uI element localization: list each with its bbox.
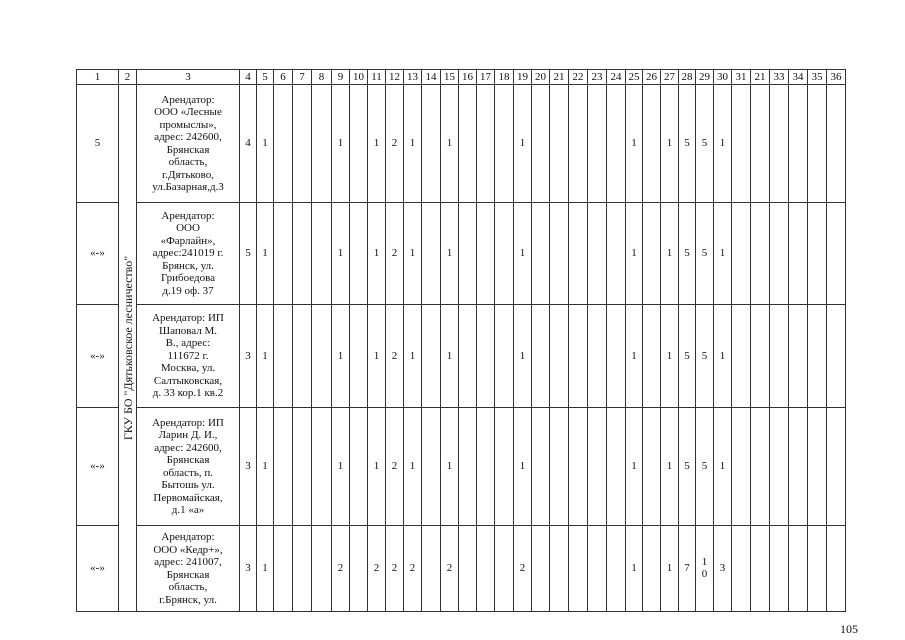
lessee-line: Москва, ул. (160, 362, 216, 375)
value-cell-col-34 (789, 203, 808, 305)
value-cell-col-30: 1 (714, 408, 732, 526)
page-number: 105 (840, 622, 858, 636)
value-cell-col-11: 1 (368, 85, 386, 203)
value-cell-col-11: 2 (368, 526, 386, 612)
value-cell-col-17 (477, 305, 495, 408)
value-cell-col-19: 1 (514, 85, 532, 203)
value-cell-col-23 (588, 85, 607, 203)
column-header: 10 (350, 70, 368, 85)
value-cell-col-21 (550, 203, 569, 305)
value-cell-col-29-top: 1 (701, 556, 708, 569)
value-cell-col-30: 1 (714, 85, 732, 203)
value-cell-col-25: 1 (626, 408, 643, 526)
column-header: 36 (827, 70, 846, 85)
value-cell-col-8 (312, 305, 332, 408)
value-cell-col-7 (293, 408, 312, 526)
lessee-line: Брянская (166, 568, 210, 581)
value-cell-col-17 (477, 408, 495, 526)
lessee-line: Арендатор: (161, 209, 215, 222)
value-cell-col-33 (770, 203, 789, 305)
value-cell-col-19: 1 (514, 408, 532, 526)
lessee-line: «Фарлайн», (160, 234, 216, 247)
lessee-line: область, (168, 581, 208, 593)
column-header: 23 (588, 70, 607, 85)
value-cell-col-5: 1 (257, 203, 274, 305)
lessee-line: область, п. (162, 466, 214, 479)
value-cell-col-19: 1 (514, 203, 532, 305)
value-cell-col-35 (808, 305, 827, 408)
column-header: 2 (119, 70, 137, 85)
lessee-line: 111672 г. (167, 349, 209, 362)
column-header: 26 (643, 70, 661, 85)
column-header: 7 (293, 70, 312, 85)
value-cell-col-9: 1 (332, 408, 350, 526)
value-cell-col-31 (732, 305, 751, 408)
value-cell-col-34 (789, 408, 808, 526)
value-cell-col-16 (459, 85, 477, 203)
value-cell-col-6 (274, 203, 293, 305)
lessee-cell (137, 526, 240, 612)
lessee-line: адрес: 242600, (154, 131, 222, 143)
value-cell-col-35 (808, 203, 827, 305)
value-cell-col-7 (293, 203, 312, 305)
value-cell-col-22 (569, 203, 588, 305)
value-cell-col-26 (643, 526, 661, 612)
value-cell-col-20 (532, 526, 550, 612)
value-cell-col-13: 1 (404, 305, 422, 408)
value-cell-col-7 (293, 526, 312, 612)
column-header: 22 (569, 70, 588, 85)
column-header: 5 (257, 70, 274, 85)
value-cell-col-12: 2 (386, 526, 404, 612)
value-cell-col-8 (312, 85, 332, 203)
value-cell-col-31 (732, 203, 751, 305)
table-row (77, 526, 846, 612)
column-header: 3 (137, 70, 240, 85)
column-header: 17 (477, 70, 495, 85)
value-cell-col-16 (459, 203, 477, 305)
value-cell-col-17 (477, 203, 495, 305)
lessee-line: Салтыковская, (153, 374, 223, 387)
lessee-line: Арендатор: ИП (152, 416, 224, 429)
value-cell-col-15: 1 (441, 203, 459, 305)
value-cell-col-22 (569, 85, 588, 203)
value-cell-col-29-bottom: 0 (701, 568, 708, 581)
value-cell-col-16 (459, 526, 477, 612)
column-header: 19 (514, 70, 532, 85)
lessee-line: д. 33 кор.1 кв.2 (152, 387, 224, 400)
value-cell-col-5: 1 (257, 305, 274, 408)
value-cell-col-32 (751, 526, 770, 612)
lessee-line: Бытошь ул. (161, 479, 215, 491)
value-cell-col-22 (569, 305, 588, 408)
lessee-line: область, (168, 156, 208, 168)
value-cell-col-11: 1 (368, 203, 386, 305)
lessee-line: д.1 «а» (171, 504, 205, 516)
lessee-line: Арендатор: ИП (152, 312, 224, 325)
column-header: 31 (732, 70, 751, 85)
value-cell-col-25: 1 (626, 203, 643, 305)
value-cell-col-10 (350, 408, 368, 526)
column-header: 33 (770, 70, 789, 85)
value-cell-col-20 (532, 85, 550, 203)
lessee-line: адрес: 242600, (154, 441, 222, 454)
value-cell-col-10 (350, 203, 368, 305)
column-header: 15 (441, 70, 459, 85)
lessee-line: адрес:241019 г. (152, 247, 224, 260)
table-row (77, 305, 846, 408)
value-cell-col-18 (495, 203, 514, 305)
column-header: 12 (386, 70, 404, 85)
value-cell-col-24 (607, 203, 626, 305)
value-cell-col-24 (607, 408, 626, 526)
column-header: 34 (789, 70, 808, 85)
value-cell-col-8 (312, 203, 332, 305)
column-header: 20 (532, 70, 550, 85)
value-cell-col-6 (274, 305, 293, 408)
value-cell-col-14 (422, 526, 441, 612)
column-header: 9 (332, 70, 350, 85)
lessee-line: ул.Базарная,д.3 (152, 181, 224, 193)
column-header: 21 (550, 70, 569, 85)
value-cell-col-9: 2 (332, 526, 350, 612)
value-cell-col-23 (588, 305, 607, 408)
value-cell-col-20 (532, 305, 550, 408)
value-cell-col-4: 3 (240, 408, 257, 526)
value-cell-col-17 (477, 526, 495, 612)
value-cell-col-4: 4 (240, 85, 257, 203)
value-cell-col-24 (607, 305, 626, 408)
lessee-line: Арендатор: (161, 531, 215, 543)
lessee-line: Брянская (166, 143, 210, 156)
value-cell-col-5: 1 (257, 526, 274, 612)
value-cell-col-27: 1 (661, 203, 679, 305)
value-cell-col-25: 1 (626, 526, 643, 612)
lessee-line: Брянск, ул. (162, 259, 214, 272)
lessee-line: Арендатор: (161, 93, 215, 106)
value-cell-col-26 (643, 305, 661, 408)
value-cell-col-26 (643, 203, 661, 305)
value-cell-col-5: 1 (257, 85, 274, 203)
lessee-cell (137, 305, 240, 408)
value-cell-col-4: 3 (240, 526, 257, 612)
value-cell-col-11: 1 (368, 408, 386, 526)
value-cell-col-6 (274, 526, 293, 612)
value-cell-col-36 (827, 203, 846, 305)
lessee-line: Первомайская, (153, 491, 223, 504)
column-header: 14 (422, 70, 441, 85)
value-cell-col-31 (732, 408, 751, 526)
value-cell-col-9: 1 (332, 85, 350, 203)
value-cell-col-30: 3 (714, 526, 732, 612)
value-cell-col-19: 1 (514, 305, 532, 408)
lessee-line: Брянская (166, 454, 210, 466)
forest-lease-table (76, 69, 846, 612)
value-cell-col-13: 1 (404, 203, 422, 305)
column-header: 30 (714, 70, 732, 85)
value-cell-col-29: 5 (696, 85, 714, 203)
value-cell-col-15: 1 (441, 305, 459, 408)
lessee-line: г.Дятьково, (161, 168, 215, 181)
column-header: 35 (808, 70, 827, 85)
column-header: 1 (77, 70, 119, 85)
value-cell-col-36 (827, 408, 846, 526)
value-cell-col-32 (751, 408, 770, 526)
value-cell-col-28: 7 (679, 526, 696, 612)
row-number-cell: 5 (77, 85, 119, 203)
value-cell-col-20 (532, 408, 550, 526)
table-row (77, 408, 846, 526)
value-cell-col-27: 1 (661, 408, 679, 526)
value-cell-col-9: 1 (332, 305, 350, 408)
column-header: 28 (679, 70, 696, 85)
column-header: 18 (495, 70, 514, 85)
value-cell-col-12: 2 (386, 203, 404, 305)
table-row (77, 203, 846, 305)
value-cell-col-25: 1 (626, 85, 643, 203)
value-cell-col-10 (350, 526, 368, 612)
value-cell-col-21 (550, 85, 569, 203)
lessee-cell (137, 85, 240, 203)
value-cell-col-28: 5 (679, 203, 696, 305)
value-cell-col-23 (588, 408, 607, 526)
lessee-line: промыслы», (159, 118, 217, 131)
value-cell-col-21 (550, 408, 569, 526)
value-cell-col-22 (569, 526, 588, 612)
row-number-cell: «-» (77, 526, 119, 612)
value-cell-col-24 (607, 85, 626, 203)
value-cell-col-20 (532, 203, 550, 305)
column-header: 27 (661, 70, 679, 85)
row-number-cell: «-» (77, 203, 119, 305)
column-header: 8 (312, 70, 332, 85)
value-cell-col-21 (550, 526, 569, 612)
value-cell-col-16 (459, 408, 477, 526)
value-cell-col-34 (789, 526, 808, 612)
value-cell-col-27: 1 (661, 305, 679, 408)
value-cell-col-6 (274, 408, 293, 526)
forestry-label: ГКУ БО "Дятьковское лесничество" (120, 255, 135, 441)
value-cell-col-23 (588, 526, 607, 612)
value-cell-col-8 (312, 526, 332, 612)
value-cell-col-26 (643, 408, 661, 526)
lessee-line: д.19 оф. 37 (162, 284, 214, 297)
row-number-cell: «-» (77, 408, 119, 526)
lessee-cell (137, 203, 240, 305)
value-cell-col-8 (312, 408, 332, 526)
lessee-line: В., адрес: (165, 337, 211, 350)
value-cell-col-15: 2 (441, 526, 459, 612)
value-cell-col-27: 1 (661, 85, 679, 203)
lessee-line: Грибоедова (160, 272, 216, 285)
value-cell-col-35 (808, 408, 827, 526)
column-header: 21 (751, 70, 770, 85)
value-cell-col-17 (477, 85, 495, 203)
value-cell-col-12: 2 (386, 408, 404, 526)
value-cell-col-14 (422, 305, 441, 408)
value-cell-col-36 (827, 526, 846, 612)
value-cell-col-32 (751, 85, 770, 203)
lessee-line: ООО (176, 222, 200, 235)
value-cell-col-36 (827, 85, 846, 203)
value-cell-col-9: 1 (332, 203, 350, 305)
value-cell-col-13: 1 (404, 85, 422, 203)
row-number-cell: «-» (77, 305, 119, 408)
value-cell-col-4: 3 (240, 305, 257, 408)
value-cell-col-21 (550, 305, 569, 408)
value-cell-col-14 (422, 408, 441, 526)
value-cell-col-34 (789, 305, 808, 408)
value-cell-col-14 (422, 203, 441, 305)
value-cell-col-32 (751, 203, 770, 305)
value-cell-col-28: 5 (679, 305, 696, 408)
value-cell-col-29: 5 (696, 408, 714, 526)
value-cell-col-23 (588, 203, 607, 305)
value-cell-col-33 (770, 408, 789, 526)
value-cell-col-18 (495, 526, 514, 612)
forestry-cell (119, 85, 137, 612)
value-cell-col-24 (607, 526, 626, 612)
value-cell-col-36 (827, 305, 846, 408)
column-header: 4 (240, 70, 257, 85)
lessee-line: ООО «Лесные (154, 106, 222, 118)
value-cell-col-11: 1 (368, 305, 386, 408)
value-cell-col-35 (808, 85, 827, 203)
value-cell-col-34 (789, 85, 808, 203)
value-cell-col-18 (495, 408, 514, 526)
value-cell-col-15: 1 (441, 85, 459, 203)
value-cell-col-26 (643, 85, 661, 203)
value-cell-col-28: 5 (679, 85, 696, 203)
header-row (77, 70, 846, 85)
value-cell-col-30: 1 (714, 203, 732, 305)
column-header: 29 (696, 70, 714, 85)
value-cell-col-13: 1 (404, 408, 422, 526)
value-cell-col-33 (770, 85, 789, 203)
value-cell-col-31 (732, 526, 751, 612)
value-cell-col-6 (274, 85, 293, 203)
column-header: 13 (404, 70, 422, 85)
value-cell-col-28: 5 (679, 408, 696, 526)
value-cell-col-33 (770, 305, 789, 408)
value-cell-col-16 (459, 305, 477, 408)
column-header: 24 (607, 70, 626, 85)
table-row (77, 85, 846, 203)
value-cell-col-19: 2 (514, 526, 532, 612)
value-cell-col-12: 2 (386, 305, 404, 408)
column-header: 16 (459, 70, 477, 85)
column-header: 25 (626, 70, 643, 85)
column-header: 6 (274, 70, 293, 85)
value-cell-col-29: 5 (696, 305, 714, 408)
value-cell-col-7 (293, 305, 312, 408)
value-cell-col-15: 1 (441, 408, 459, 526)
value-cell-col-25: 1 (626, 305, 643, 408)
value-cell-col-27: 1 (661, 526, 679, 612)
value-cell-col-10 (350, 305, 368, 408)
value-cell-col-31 (732, 85, 751, 203)
column-header: 11 (368, 70, 386, 85)
value-cell-col-7 (293, 85, 312, 203)
value-cell-col-35 (808, 526, 827, 612)
lessee-line: адрес: 241007, (154, 556, 222, 568)
value-cell-col-32 (751, 305, 770, 408)
value-cell-col-33 (770, 526, 789, 612)
lessee-line: Шаповал М. (158, 324, 218, 337)
value-cell-col-29 (696, 526, 714, 612)
lessee-line: г.Брянск, ул. (159, 593, 217, 606)
lessee-line: ООО «Кедр+», (153, 543, 223, 556)
value-cell-col-30: 1 (714, 305, 732, 408)
value-cell-col-10 (350, 85, 368, 203)
value-cell-col-29: 5 (696, 203, 714, 305)
value-cell-col-4: 5 (240, 203, 257, 305)
lessee-cell (137, 408, 240, 526)
lessee-line: Ларин Д. И., (158, 429, 218, 441)
value-cell-col-22 (569, 408, 588, 526)
value-cell-col-5: 1 (257, 408, 274, 526)
value-cell-col-12: 2 (386, 85, 404, 203)
value-cell-col-13: 2 (404, 526, 422, 612)
value-cell-col-18 (495, 85, 514, 203)
value-cell-col-18 (495, 305, 514, 408)
value-cell-col-14 (422, 85, 441, 203)
